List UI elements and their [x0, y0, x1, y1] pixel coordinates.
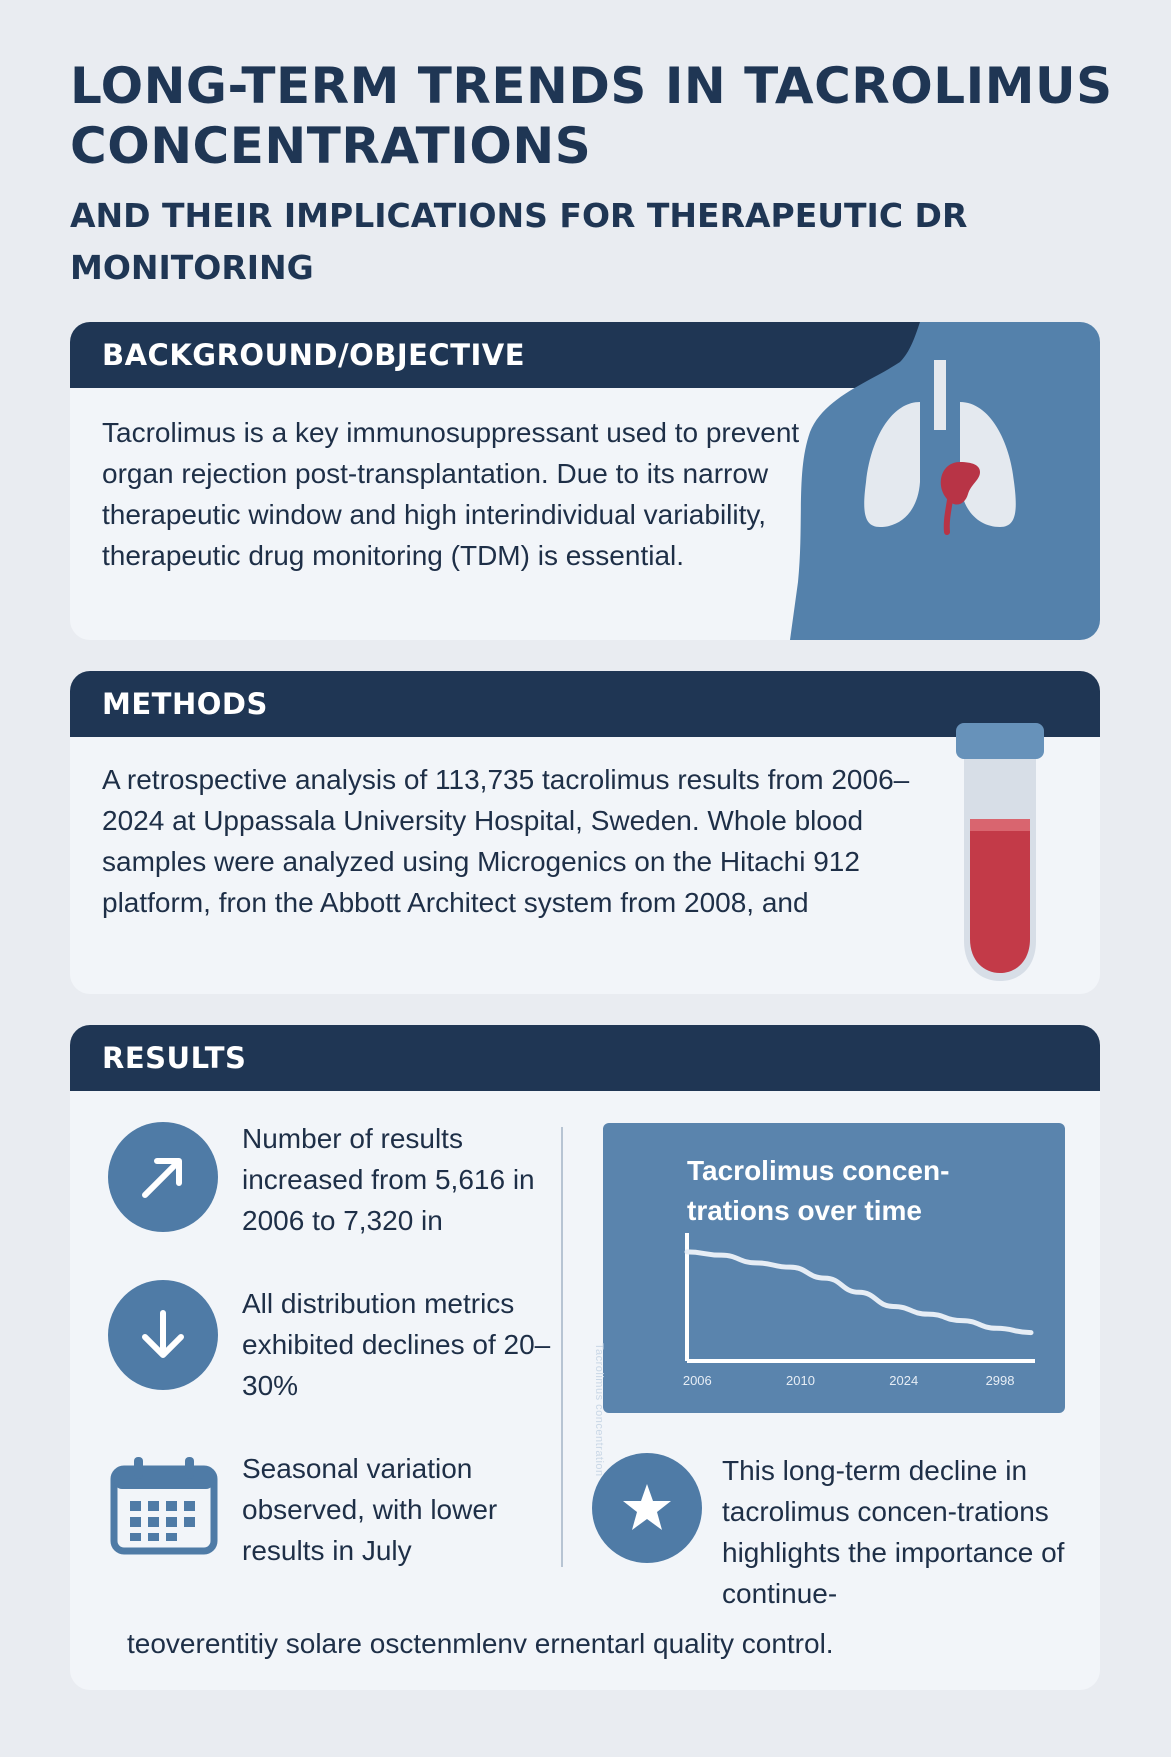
conclusion-text: This long-term decline in tacrolimus concen-trations highlights the importance of continue- [722, 1455, 1065, 1609]
chart-title: Tacrolimus concen-trations over time [687, 1155, 950, 1226]
methods-card [70, 671, 1100, 994]
results-card [70, 1025, 1100, 1690]
background-text: Tacrolimus is a key immunosuppressant used to prevent organ rejection post-transplantation. Due to its narrow therapeutic window and high interindividual variability, therapeutic drug monitoring (TDM) is essential. [102, 417, 800, 571]
torso-lungs-kidney-illustration [790, 322, 1100, 640]
results-divider [561, 1127, 563, 1567]
page-title: LONG-TERM TRENDS IN TACROLIMUS CONCENTRATIONS [70, 57, 1113, 175]
blood-tube-icon [950, 723, 1050, 983]
chart-panel [593, 1123, 1065, 1477]
x-tick-label: 2024 [889, 1373, 919, 1388]
series-line [687, 1252, 1031, 1333]
results-heading: RESULTS [70, 1025, 1100, 1091]
star-icon [592, 1453, 702, 1563]
stat-seasonal-variation: Seasonal variation observed, with lower results in July [242, 1453, 498, 1566]
trachea [934, 360, 946, 430]
line-chart [603, 1123, 1065, 1413]
methods-heading: METHODS [70, 671, 1100, 737]
footer-text: teoverentitiy solare osctenmlenv ernentarl quality control. [127, 1628, 834, 1659]
background-card [70, 322, 1100, 640]
arrow-up-right-icon [108, 1122, 218, 1232]
tube-cap [956, 723, 1044, 759]
page-subtitle: AND THEIR IMPLICATIONS FOR THERAPEUTIC DR MONITORING [70, 196, 968, 287]
x-tick-label: 2010 [786, 1373, 815, 1388]
calendar-icon [110, 1455, 218, 1555]
arrow-down-icon [108, 1280, 218, 1390]
chart-y-axis-label: Tacrolimus concentration [593, 1343, 605, 1477]
background-heading: BACKGROUND/OBJECTIVE [70, 322, 925, 388]
blood-fill [970, 819, 1030, 973]
x-tick-label: 2998 [985, 1373, 1015, 1388]
x-tick-label: 2006 [682, 1373, 712, 1388]
stat-results-increase: Number of results increased from 5,616 in 2006 to 7,320 in [242, 1123, 535, 1236]
stat-distribution-decline: All distribution metrics exhibited declines of 20–30% [242, 1288, 551, 1401]
ureter [947, 500, 950, 532]
methods-text: A retrospective analysis of 113,735 tacrolimus results from 2006–2024 at Uppassala University Hospital, Sweden. Whole blood samples were analyzed using Microgenics on the Hitachi 912 platform, fron the Abbott Architect system from 2008, and [102, 764, 910, 918]
